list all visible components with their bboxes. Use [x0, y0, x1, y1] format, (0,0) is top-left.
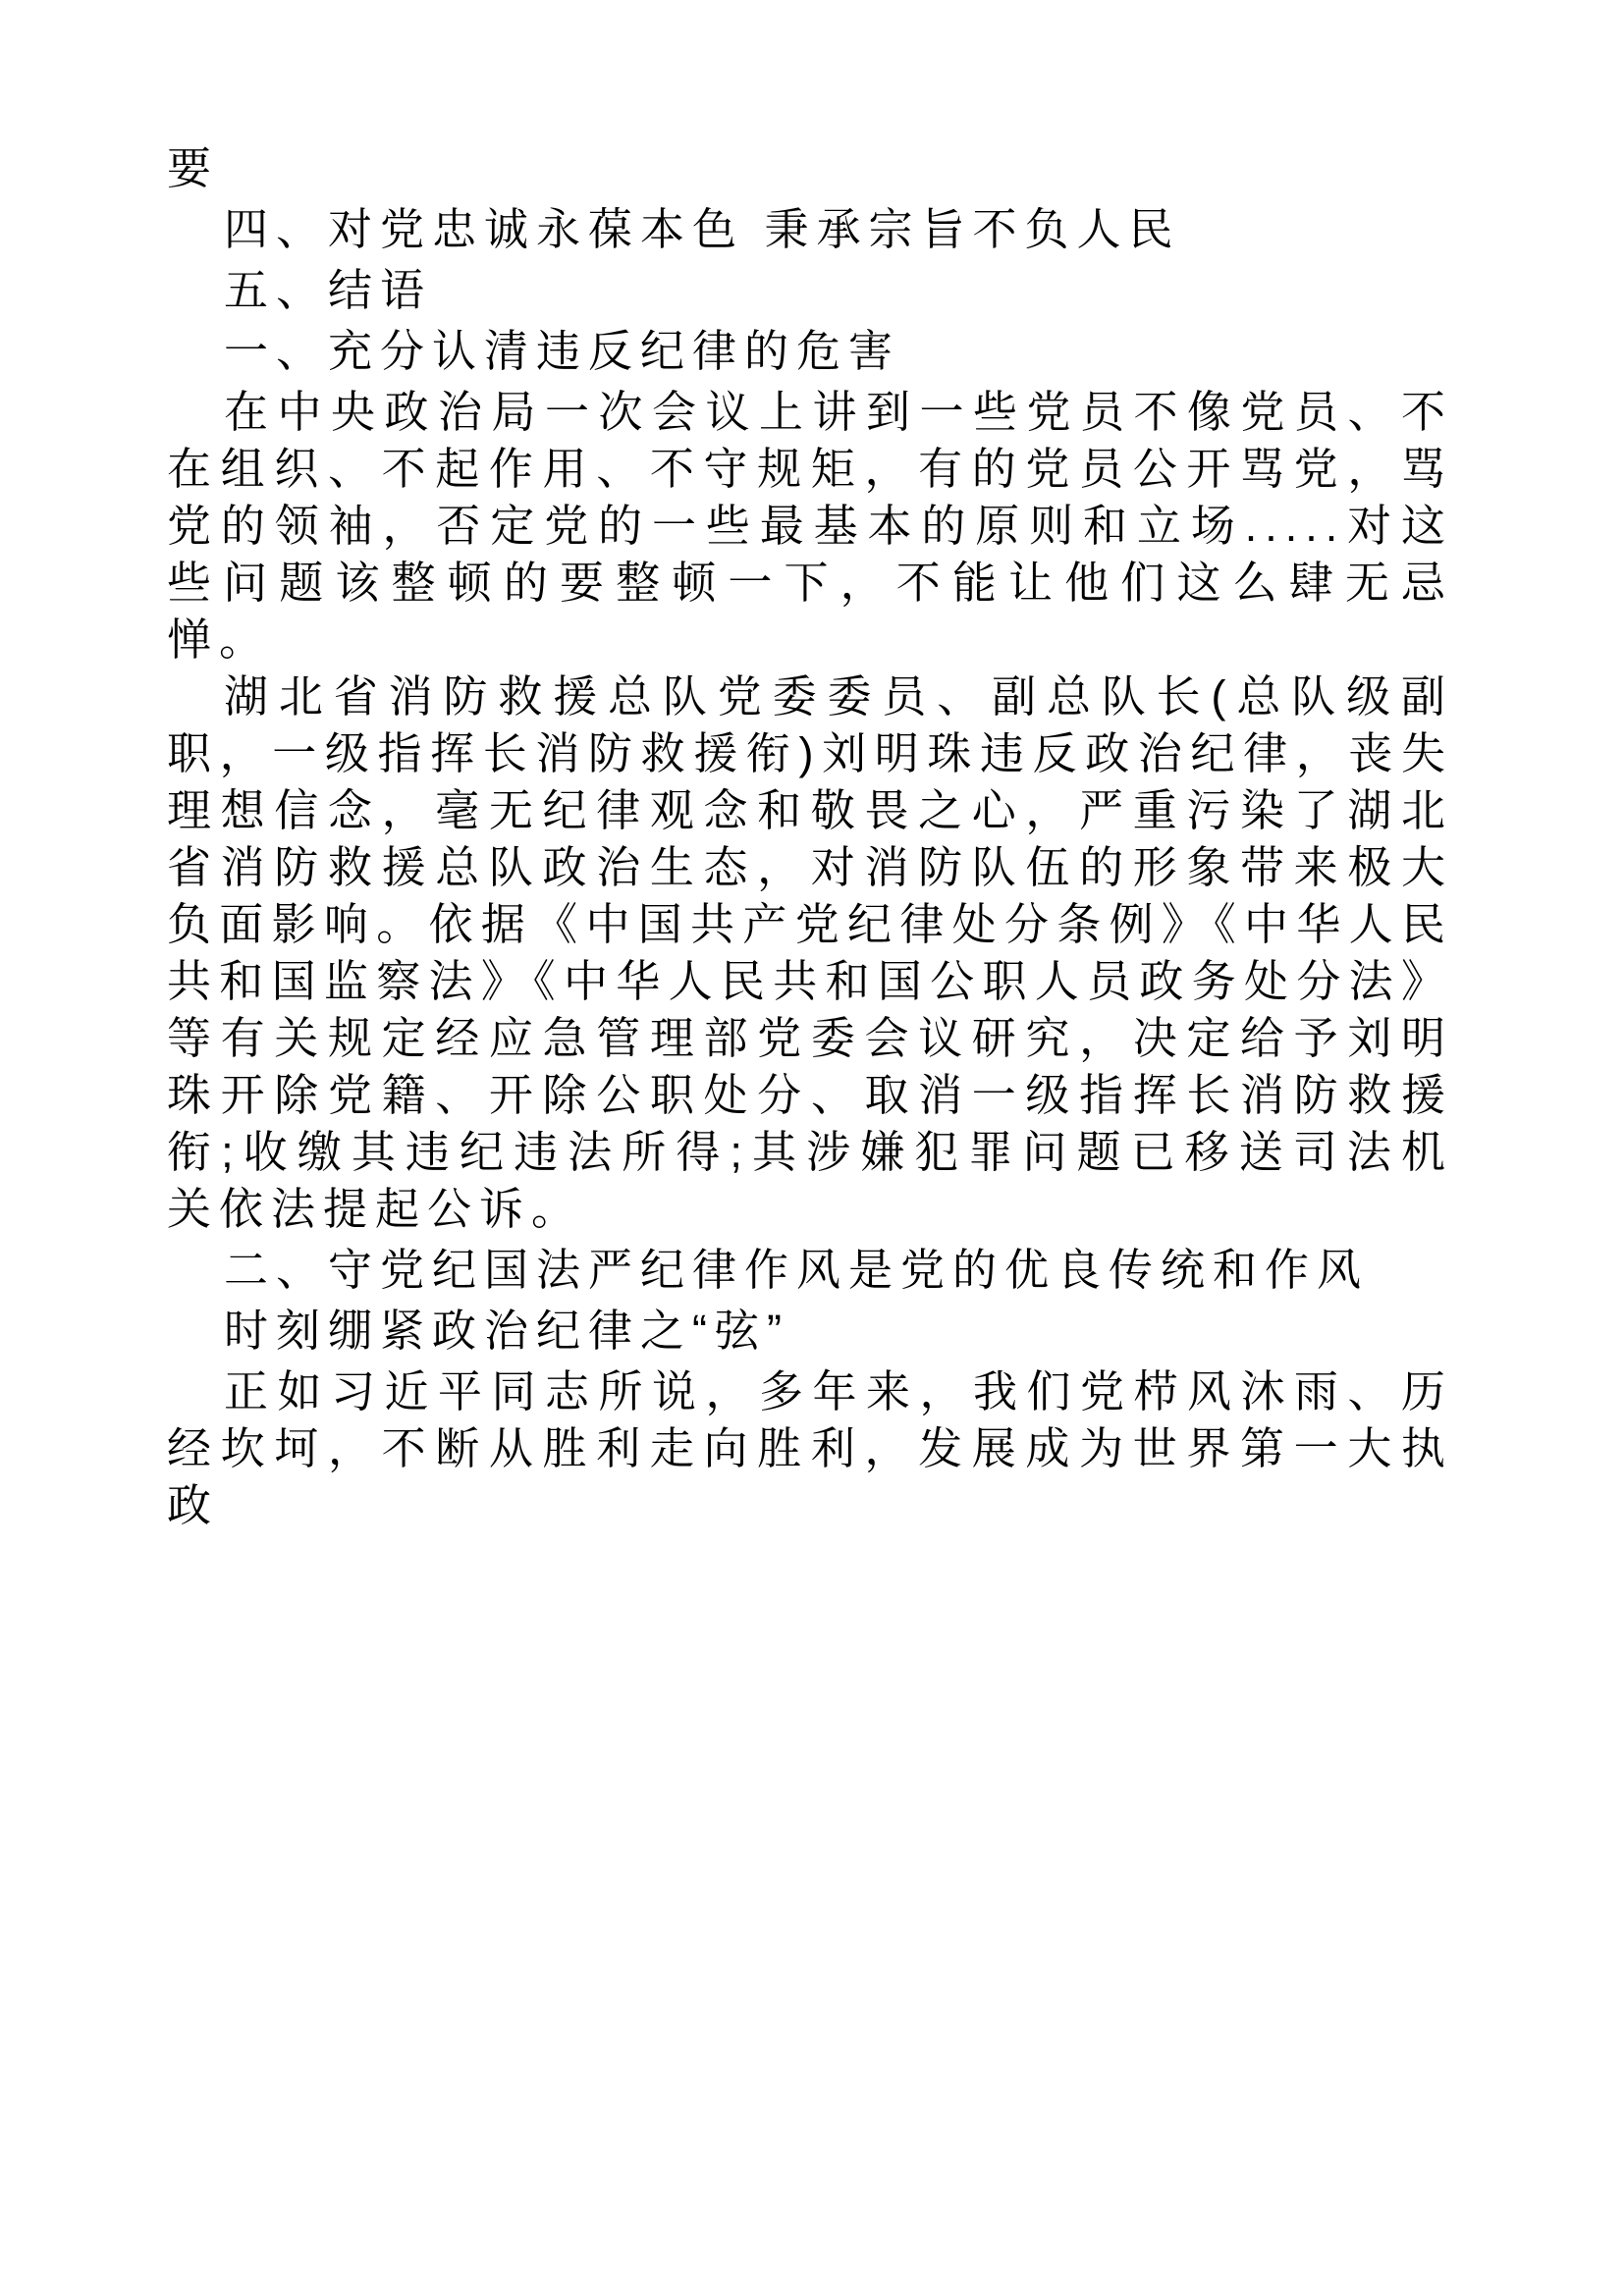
heading-section-two: 二、守党纪国法严纪律作风是党的优良传统和作风 — [224, 1245, 1370, 1295]
heading-section-five: 五、结语 — [224, 265, 433, 315]
subheading-political-discipline: 时刻绷紧政治纪律之“弦” — [224, 1306, 789, 1356]
heading-section-four: 四、对党忠诚永葆本色 秉承宗旨不负人民 — [224, 204, 1181, 254]
body-paragraph: 湖北省消防救援总队党委委员、副总队长(总队级副职，一级指挥长消防救援衔)刘明珠违反政治纪律，丧失理想信念，毫无纪律观念和敬畏之心，严重污染了湖北省消防救援总队政治生态，对消防队伍的形象带来极大负面影响。依据《中国共产党纪律处分条例》《中华人民共和国监察法》《中华人民共和国公职人员政务处分法》等有关规定经应急管理部党委会议研究，决定给予刘明珠开除党籍、开除公职处分、取消一级指挥长消防救援衔;收缴其违纪违法所得;其涉嫌犯罪问题已移送司法机关依法提起公诉。 — [167, 671, 1453, 1234]
body-paragraph: 正如习近平同志所说，多年来，我们党栉风沐雨、历经坎坷，不断从胜利走向胜利，发展成为世界第一大执政 — [167, 1366, 1453, 1530]
paragraph-continuation: 要 — [167, 143, 220, 193]
heading-section-one: 一、充分认清违反纪律的危害 — [224, 326, 901, 376]
body-paragraph: 在中央政治局一次会议上讲到一些党员不像党员、不在组织、不起作用、不守规矩，有的党员公开骂党，骂党的领袖，否定党的一些最基本的原则和立场.....对这些问题该整顿的要整顿一下，不能让他们这么肆无忌惮。 — [167, 387, 1453, 665]
